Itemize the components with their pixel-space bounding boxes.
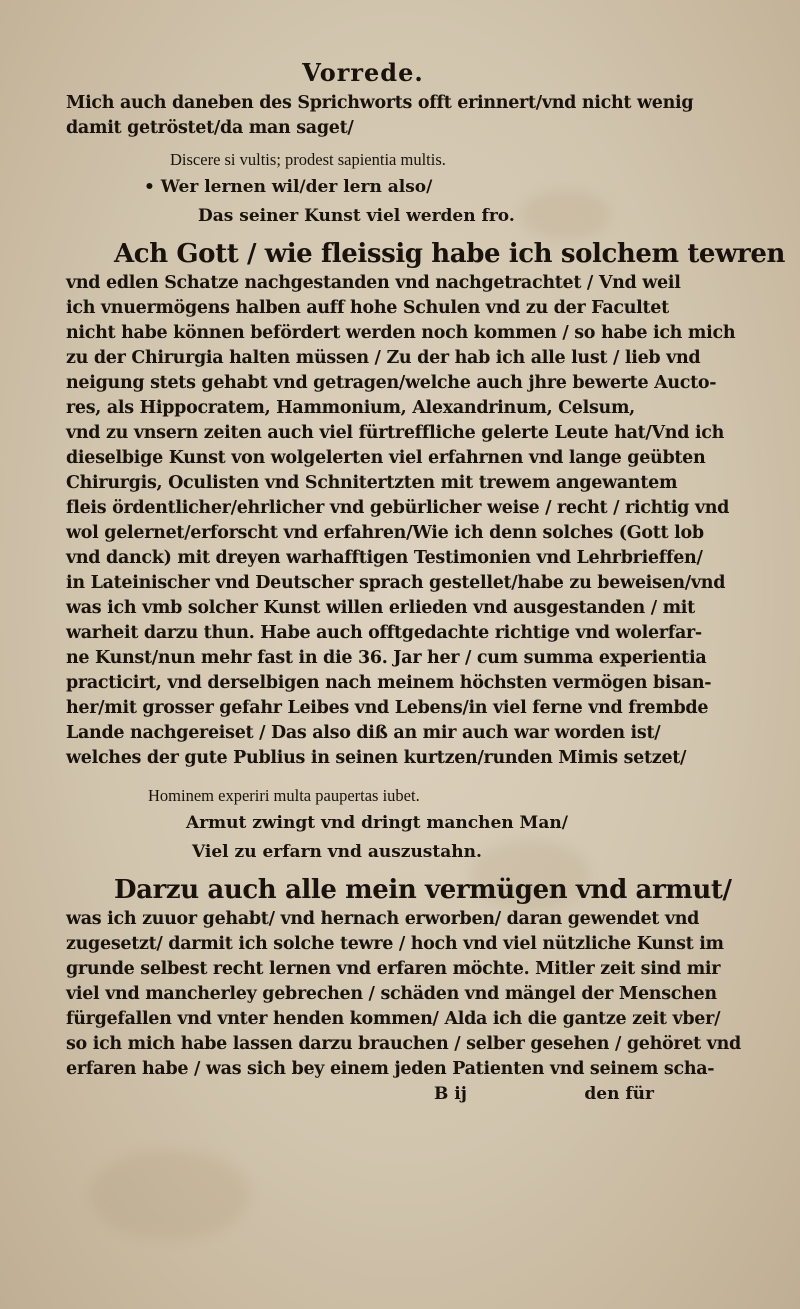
text-line: in Lateinischer vnd Deutscher sprach gestellet/habe zu beweisen/vnd <box>66 573 726 593</box>
verse-line: Armut zwingt vnd dringt manchen Man/ <box>186 813 568 833</box>
signature-mark: B ij <box>434 1084 467 1104</box>
text-line: zugesetzt/ darmit ich solche tewre / hoch vnd viel nützliche Kunst im <box>66 934 724 954</box>
text-line: her/mit grosser gefahr Leibes vnd Lebens/in viel ferne vnd frembde <box>66 698 709 718</box>
text-line: ich vnuermögens halben auff hohe Schulen vnd zu der Facultet <box>66 298 669 318</box>
text-line: damit getröstet/da man saget/ <box>66 118 354 138</box>
paragraph-opening: Ach Gott / wie fleissig habe ich solchem tewren <box>114 239 786 269</box>
text-line: dieselbige Kunst von wolgelerten viel erfahrnen vnd lange geübten <box>66 448 706 468</box>
page-footer <box>66 1084 660 1110</box>
verse-line: Viel zu erfarn vnd auszustahn. <box>192 842 482 862</box>
page-text <box>66 58 786 1110</box>
text-line: was ich zuuor gehabt/ vnd hernach erworben/ daran gewendet vnd <box>66 909 700 929</box>
verse-text: Wer lernen wil/der lern also/ <box>160 177 433 197</box>
text-line: so ich mich habe lassen darzu brauchen / selber gesehen / gehöret vnd <box>66 1034 741 1054</box>
text-line: vnd danck) mit dreyen warhafftigen Testimonien vnd Lehrbrieffen/ <box>66 548 703 568</box>
text-line: vnd edlen Schatze nachgestanden vnd nachgetrachtet / Vnd weil <box>66 273 681 293</box>
text-line: practicirt, vnd derselbigen nach meinem höchsten vermögen bisan- <box>66 673 712 693</box>
text-line: viel vnd mancherley gebrechen / schäden vnd mängel der Menschen <box>66 984 717 1004</box>
verse-line: Das seiner Kunst viel werden fro. <box>198 206 515 226</box>
latin-quote: Hominem experiri multa paupertas iubet. <box>148 786 420 805</box>
text-line: erfaren habe / was sich bey einem jeden Patienten vnd seinem scha- <box>66 1059 715 1079</box>
text-line: res, als Hippocratem, Hammonium, Alexandrinum, Celsum, <box>66 398 635 418</box>
text-line: ne Kunst/nun mehr fast in die 36. Jar her / cum summa experientia <box>66 648 707 668</box>
text-line: zu der Chirurgia halten müssen / Zu der hab ich alle lust / lieb vnd <box>66 348 701 368</box>
text-line: wol gelernet/erforscht vnd erfahren/Wie ich denn solches (Gott lob <box>66 523 704 543</box>
text-line: Mich auch daneben des Sprichworts offt erinnert/vnd nicht wenig <box>66 93 694 113</box>
verse-line: • Wer lernen wil/der lern also/ <box>144 177 433 197</box>
text-line: fleis ördentlicher/ehrlicher vnd gebürlicher weise / recht / richtig vnd <box>66 498 730 518</box>
page-header: Vorrede. <box>302 58 424 87</box>
text-line: Chirurgis, Oculisten vnd Schnitertzten mit trewem angewantem <box>66 473 678 493</box>
text-line: grunde selbest recht lernen vnd erfaren möchte. Mitler zeit sind mir <box>66 959 721 979</box>
text-line: welches der gute Publius in seinen kurtzen/runden Mimis setzet/ <box>66 748 687 768</box>
text-line: fürgefallen vnd vnter henden kommen/ Alda ich die gantze zeit vber/ <box>66 1009 721 1029</box>
text-line: vnd zu vnsern zeiten auch viel fürtreffliche gelerte Leute hat/Vnd ich <box>66 423 725 443</box>
text-line: nicht habe können befördert werden noch kommen / so habe ich mich <box>66 323 736 343</box>
text-line: neigung stets gehabt vnd getragen/welche auch jhre bewerte Aucto- <box>66 373 717 393</box>
text-line: warheit darzu thun. Habe auch offtgedachte richtige vnd wolerfar- <box>66 623 702 643</box>
paragraph-opening: Darzu auch alle mein vermügen vnd armut/ <box>114 875 732 905</box>
text-line: Lande nachgereiset / Das also diß an mir auch war worden ist/ <box>66 723 661 743</box>
text-line: was ich vmb solcher Kunst willen erlieden vnd ausgestanden / mit <box>66 598 695 618</box>
catchword: den für <box>584 1084 654 1104</box>
latin-quote: Discere si vultis; prodest sapientia multis. <box>170 150 446 169</box>
paper-stain <box>90 1150 250 1240</box>
